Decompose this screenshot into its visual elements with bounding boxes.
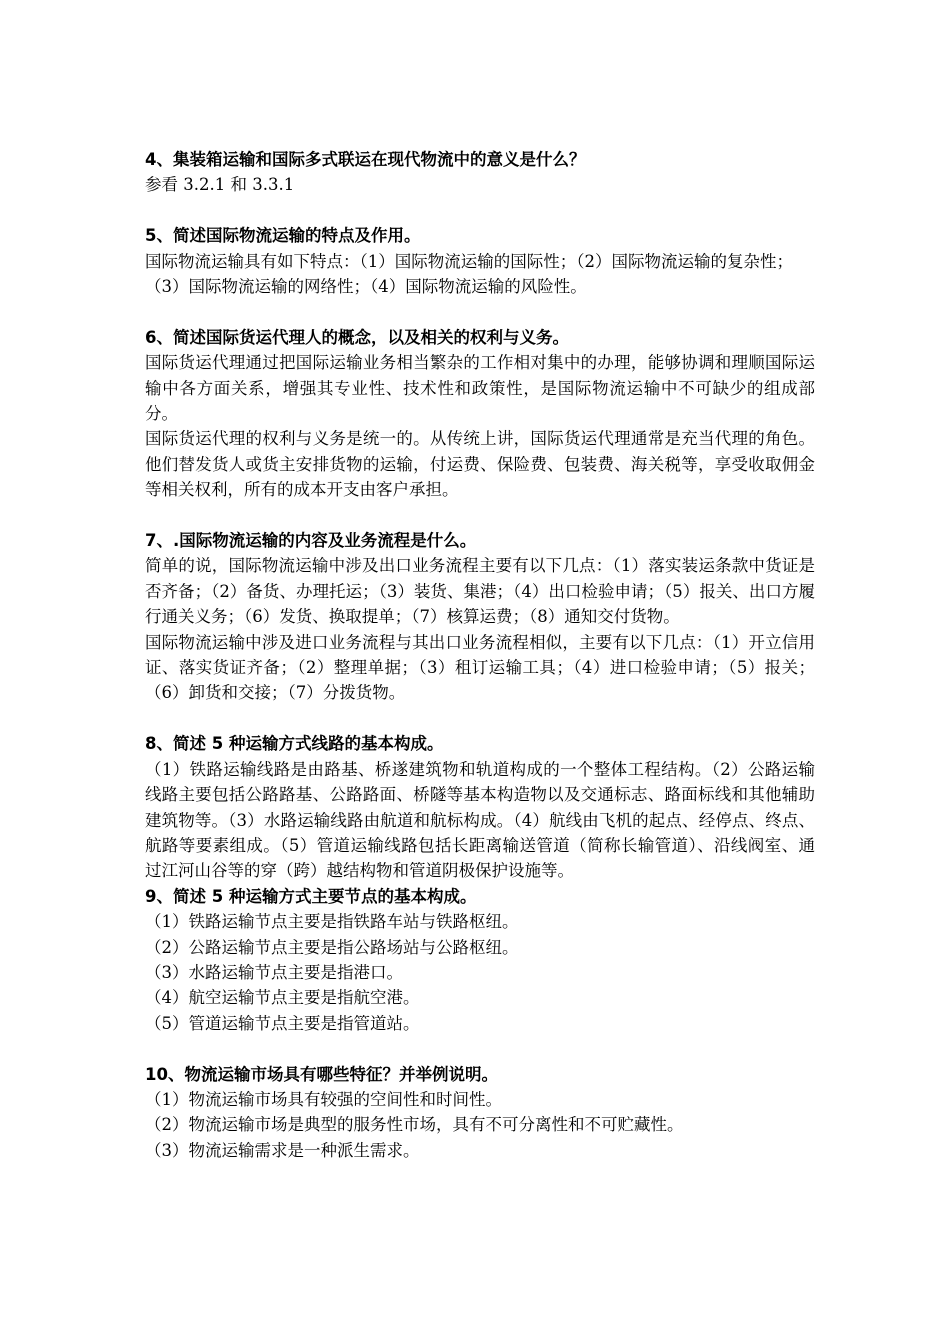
answer-6-paragraph-1: 国际货运代理通过把国际运输业务相当繁杂的工作相对集中的办理，能够协调和理顺国际运输中各方面关系，增强其专业性、技术性和政策性，是国际物流运输中不可缺少的组成部分。 [145, 353, 815, 424]
question-10-heading: 10、物流运输市场具有哪些特征？并举例说明。 [145, 1064, 498, 1084]
answer-7-paragraph-2: 国际物流运输中涉及进口业务流程与其出口业务流程相似，主要有以下几点：（1）开立信用证、落实货证齐备；（2）整理单据；（3）租订运输工具；（4）进口检验申请；（5）报关；（6）卸货和交接；（7）分拨货物。 [145, 632, 815, 703]
answer-10-item-1: （1）物流运输市场具有较强的空间性和时间性。 [145, 1089, 502, 1109]
answer-5-paragraph-1: 国际物流运输具有如下特点：（1）国际物流运输的国际性；（2）国际物流运输的复杂性； [145, 251, 793, 271]
answer-9-item-3: （3）水路运输节点主要是指港口。 [145, 962, 403, 982]
question-9-heading: 9、简述 5 种运输方式主要节点的基本构成。 [145, 886, 477, 906]
answer-10-item-3: （3）物流运输需求是一种派生需求。 [145, 1140, 420, 1160]
question-7-heading: 7、.国际物流运输的内容及业务流程是什么。 [145, 531, 477, 551]
question-4-heading: 4、集装箱运输和国际多式联运在现代物流中的意义是什么？ [145, 150, 586, 169]
answer-9-item-1: （1）铁路运输节点主要是指铁路车站与铁路枢纽。 [145, 912, 519, 932]
answer-8-paragraph-1: （1）铁路运输线路是由路基、桥遂建筑物和轨道构成的一个整体工程结构。（2）公路运输线路主要包括公路路基、公路路面、桥隧等基本构造物以及交通标志、路面标线和其他辅助建筑物等。（3）水路运输线路由航道和航标构成。（4）航线由飞机的起点、经停点、终点、航路等要素组成。（5）管道运输线路包括长距离输送管道（简称长输管道）、沿线阀室、通过江河山谷等的穿（跨）越结构物和管道阴极保护设施等。 [145, 759, 815, 881]
document-page [145, 147, 815, 1163]
answer-9-item-5: （5）管道运输节点主要是指管道站。 [145, 1013, 420, 1033]
question-5-heading: 5、简述国际物流运输的特点及作用。 [145, 226, 421, 246]
answer-9-item-4: （4）航空运输节点主要是指航空港。 [145, 988, 420, 1008]
answer-9-item-2: （2）公路运输节点主要是指公路场站与公路枢纽。 [145, 937, 519, 957]
question-6-heading: 6、简述国际货运代理人的概念，以及相关的权利与义务。 [145, 327, 569, 347]
answer-5-paragraph-2: （3）国际物流运输的网络性；（4）国际物流运输的风险性。 [145, 277, 587, 297]
answer-10-item-2: （2）物流运输市场是典型的服务性市场，具有不可分离性和不可贮藏性。 [145, 1115, 684, 1135]
answer-7-paragraph-1: 简单的说，国际物流运输中涉及出口业务流程主要有以下几点：（1）落实装运条款中货证是否齐备；（2）备货、办理托运；（3）装货、集港；（4）出口检验申请；（5）报关、出口方履行通关义务；（6）发货、换取提单；（7）核算运费；（8）通知交付货物。 [145, 556, 815, 627]
question-8-heading: 8、简述 5 种运输方式线路的基本构成。 [145, 734, 444, 754]
answer-4-paragraph-1: 参看 3.2.1 和 3.3.1 [145, 175, 295, 195]
answer-6-paragraph-2: 国际货运代理的权利与义务是统一的。从传统上讲，国际货运代理通常是充当代理的角色。他们替发货人或货主安排货物的运输，付运费、保险费、包装费、海关税等，享受收取佣金等相关权利，所有的成本开支由客户承担。 [145, 429, 815, 500]
